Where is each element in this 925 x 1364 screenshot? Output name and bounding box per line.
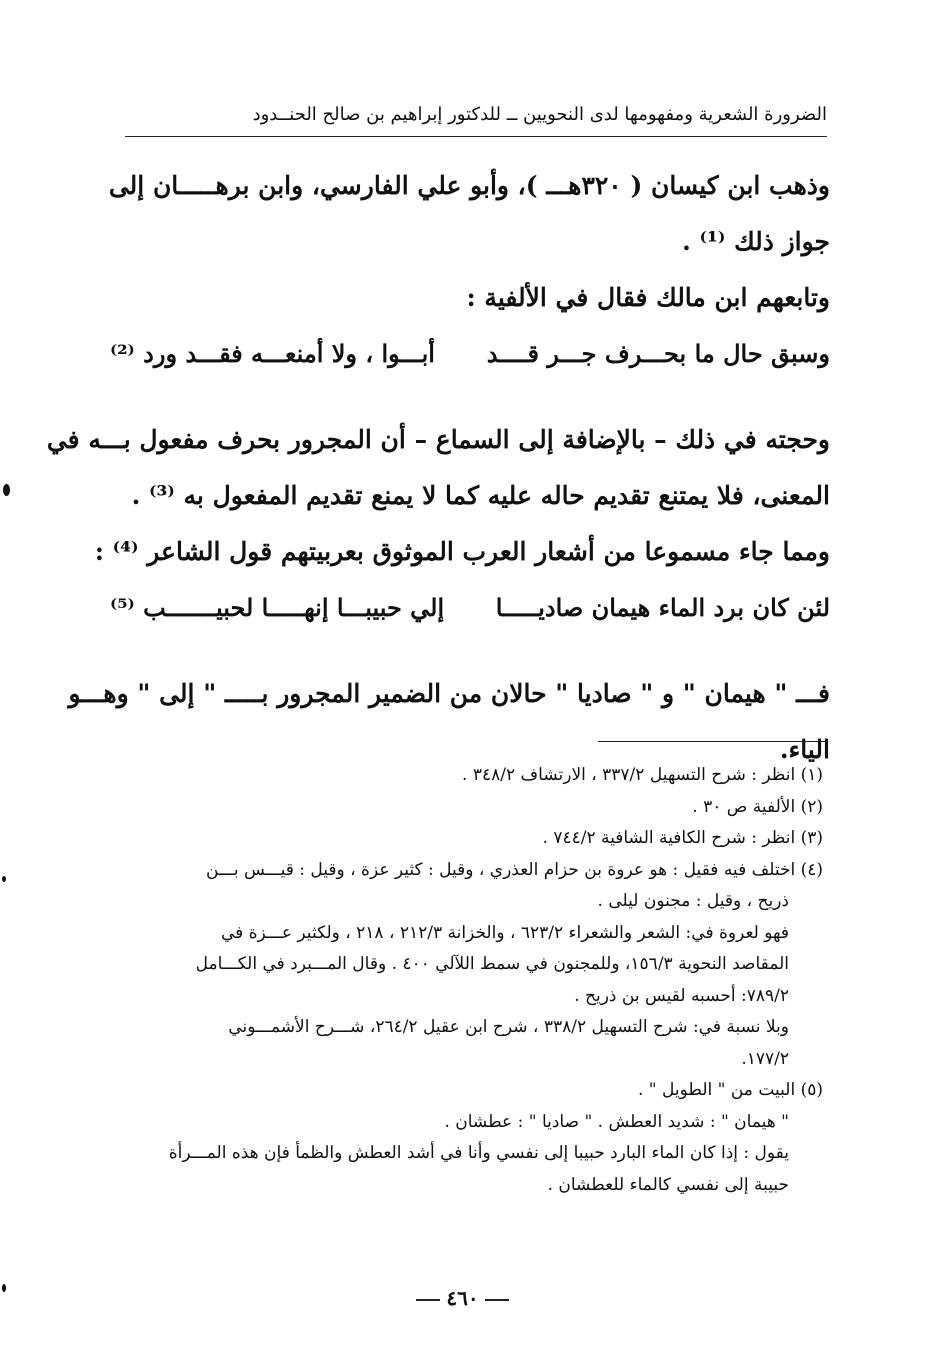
footnote-5-line: حبيبة إلى نفسي كالماء للعطشان . (547, 1174, 789, 1195)
spacer (110, 636, 830, 666)
scan-mark (3, 484, 10, 496)
header-rule (125, 136, 827, 137)
scan-mark (2, 876, 6, 882)
footnote-2: (٢) الألفية ص ٣٠ . (692, 796, 823, 817)
page-number-value: ٤٦٠ (446, 1286, 479, 1310)
running-header: الضرورة الشعرية ومفهومها لدى النحويين ــ للدكتور إبراهيم بن صالح الحنــدود (252, 104, 827, 125)
verse-1 (110, 326, 830, 382)
footnote-4-line: وبلا نسبة في: شرح التسهيل ٣٣٨/٢ ، شرح ابن عقيل ٢٦٤/٢، شـــرح الأشمـــوني (228, 1017, 789, 1037)
footnote-1: (١) انظر : شرح التسهيل ٣٣٧/٢ ، الارتشاف ٣٤٨/٢ . (462, 765, 823, 785)
verse-2-second-hemistich: إلي حبيبـــا إنهـــــا لحبيـــــــب ⁽⁵⁾ (110, 593, 445, 622)
paragraph-1-line-1: وذهب ابن كيسان ( ٣٢٠هـــ )، وأبو علي الفارسي، وابن برهـــــان إلى (108, 171, 830, 200)
footnote-4-line: ٧٨٩/٢: أحسبه لقيس بن ذريح . (574, 985, 789, 1006)
paragraph-3-line-2: المعنى، فلا يمتنع تقديم حاله عليه كما لا يمنع تقديم المفعول به ⁽³⁾ . (131, 481, 830, 510)
verse-1-first-hemistich: وسبق حال ما بحـــرف جـــر قــــد (486, 339, 830, 368)
dash-decoration (416, 1299, 440, 1301)
verse-2-first-hemistich: لئن كان برد الماء هيمان صاديـــــا (495, 593, 830, 622)
footnote-5-line: يقول : إذا كان الماء البارد حبيبا إلى نفسي وأنا في أشد العطش والظمأ فإن هذه المـــرأة (168, 1143, 789, 1163)
main-text (46, 158, 830, 778)
verse-2 (110, 580, 830, 636)
paragraph-1-line-2: جواز ذلك ⁽¹⁾ . (682, 227, 830, 256)
footnote-4-line: ١٧٧/٢. (741, 1048, 789, 1069)
footnote-5: (٥) البيت من " الطويل " . (637, 1080, 823, 1100)
paragraph-4-intro: ومما جاء مسموعا من أشعار العرب الموثوق بعربيتهم قول الشاعر ⁽⁴⁾ : (94, 537, 830, 566)
footnote-4-line: فهو لعروة في: الشعر والشعراء ٦٢٣/٢ ، والخزانة ٢١٢/٣ ، ٢١٨ ، ولكثير عـــزة في (220, 922, 789, 943)
spacer (110, 382, 830, 412)
footnote-4-line: المقاصد النحوية ١٥٦/٣، وللمجنون في سمط اللآلي ٤٠٠ . وقال المـــبرد في الكـــامل (195, 954, 789, 974)
paragraph-5-line-1: فـــ " هيمان " و " صاديا " حالان من الضمير المجرور بـــــ " إلى " وهـــو (68, 679, 830, 708)
dash-decoration (485, 1299, 509, 1301)
paragraph-5-line-2: الياء. (779, 735, 830, 764)
footnote-3: (٣) انظر : شرح الكافية الشافية ٧٤٤/٢ . (542, 828, 823, 848)
verse-1-second-hemistich: أبـــوا ، ولا أمنعـــه فقـــد ورد ⁽²⁾ (110, 339, 435, 368)
footnote-4-line: ذريح ، وقيل : مجنون ليلى . (597, 891, 789, 911)
footnote-4: (٤) اختلف فيه فقيل : هو عروة بن حزام العذري ، وقيل : كثير عزة ، وقيل : قيـــس بـــن (206, 859, 823, 880)
footnotes (110, 760, 823, 1201)
footnote-5-line: " هيمان " : شديد العطش . " صاديا " : عطشان . (444, 1111, 789, 1132)
paragraph-2-intro: وتابعهم ابن مالك فقال في الألفية : (466, 283, 830, 312)
scan-mark (2, 1284, 6, 1292)
page-number (0, 1286, 925, 1310)
footnote-rule (598, 741, 827, 742)
paragraph-3-line-1: وحجته في ذلك – بالإضافة إلى السماع – أن المجرور بحرف مفعول بـــه في (46, 425, 830, 454)
